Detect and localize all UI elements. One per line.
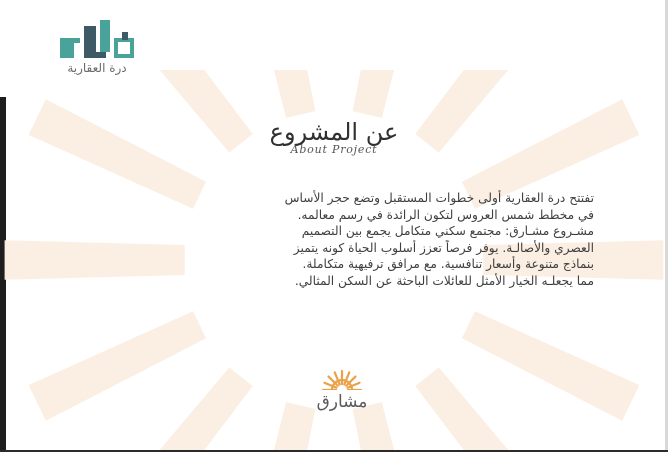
sunburst-ray bbox=[241, 70, 315, 118]
paragraph-line: العصري والأصالـة. يوفر فرصاً تعزز أسلوب الحياة كونه يتميز bbox=[293, 240, 594, 255]
paragraph-line: مشـروع مشـارق: مجتمع سكني متكامل يجمع بين التصميم bbox=[301, 224, 594, 239]
brand-name: مشارق bbox=[316, 392, 368, 412]
paragraph-line: تفتتح درة العقارية أولى خطوات المستقبل وتضع حجر الأساس bbox=[284, 191, 594, 205]
sunburst-ray bbox=[415, 367, 555, 452]
paragraph-line: مما يجعلـه الخيار الأمثل للعائلات الباحثة عن السكن المثالي. bbox=[294, 273, 594, 288]
section-title-english: About Project bbox=[290, 143, 378, 156]
sunburst-ray bbox=[113, 367, 253, 452]
sun-rays-icon bbox=[307, 368, 377, 390]
company-logo bbox=[44, 16, 150, 80]
sunburst-ray bbox=[29, 311, 206, 420]
sunburst-ray bbox=[462, 311, 639, 420]
dorra-logo-icon bbox=[54, 16, 140, 60]
section-title-arabic: عن المشروع bbox=[269, 118, 399, 146]
logo-caption: درة العقارية bbox=[67, 61, 127, 75]
mashariq-brand bbox=[290, 368, 394, 418]
sunburst-ray bbox=[353, 70, 427, 118]
about-paragraph bbox=[82, 190, 594, 290]
paragraph-line: في مخطط شمس العروس لتكون الرائدة في رسم معالمه. bbox=[297, 207, 594, 222]
paragraph-line: بنماذج متنوعة وأسعار تنافسية. مع مرافق ترفيهية متكاملة. bbox=[302, 257, 594, 272]
